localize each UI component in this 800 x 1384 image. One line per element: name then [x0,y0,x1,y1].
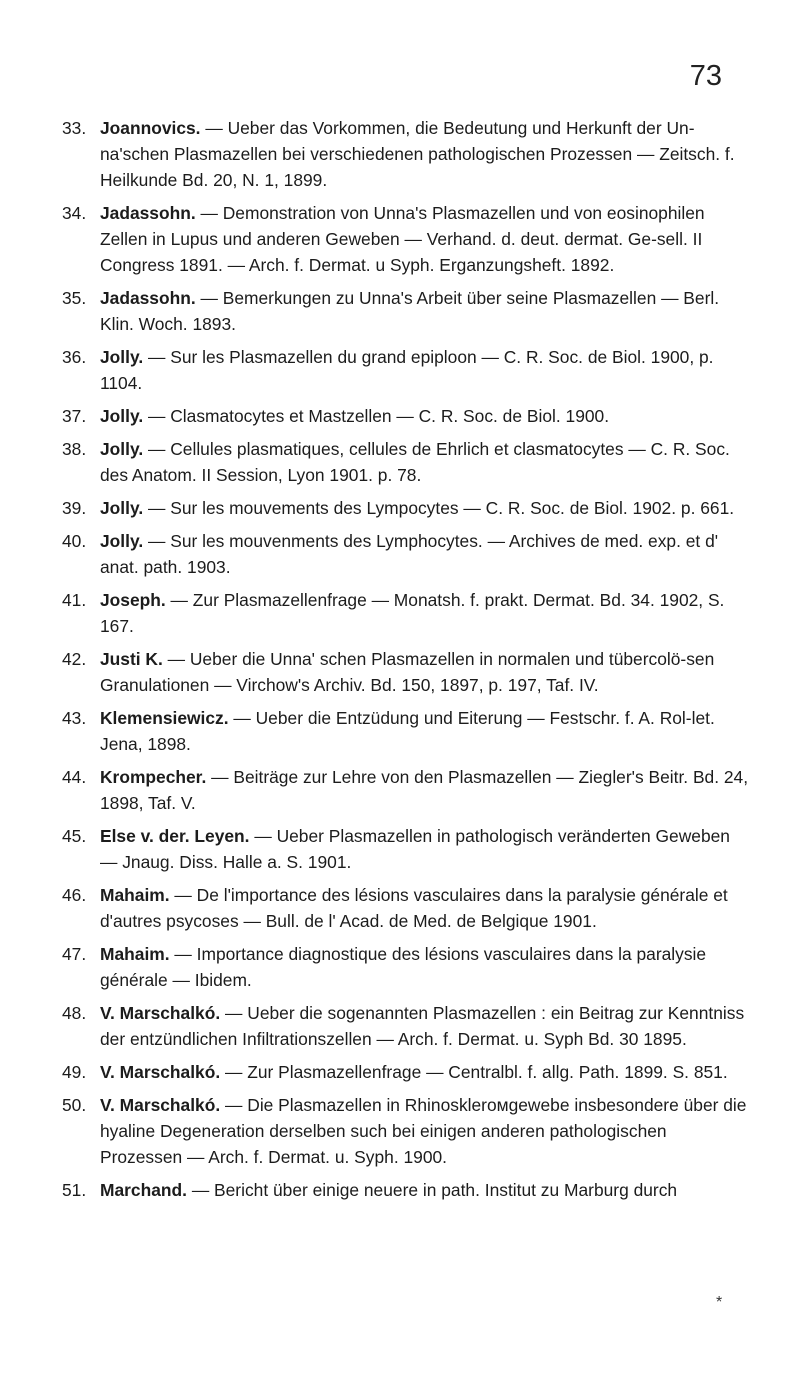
reference-number: 51. [62,1180,87,1200]
reference-author: Jolly. [100,498,144,518]
reference-text: — Sur les mouvements des Lympocytes — C. R. Soc. de Biol. 1902. p. 661. [143,498,735,518]
reference-number: 46. [62,885,87,905]
reference-item [62,285,752,337]
reference-number: 35. [62,288,87,308]
reference-item [62,1000,752,1052]
reference-author: V. Marschalkó. [100,1095,221,1115]
reference-number: 33. [62,118,87,138]
reference-number: 47. [62,944,87,964]
reference-text: — Importance diagnostique des lésions vasculaires dans la paralysie générale — Ibidem. [100,944,707,990]
reference-text: — Sur les mouvenments des Lymphocytes. — Archives de med. exp. et d' anat. path. 1903. [100,531,719,577]
reference-item [62,436,752,488]
reference-author: Joseph. [100,590,166,610]
reference-number: 38. [62,439,87,459]
reference-number: 49. [62,1062,87,1082]
reference-item [62,403,752,429]
reference-author: Jolly. [100,406,144,426]
reference-number: 48. [62,1003,87,1023]
reference-author: Marchand. [100,1180,187,1200]
reference-item [62,646,752,698]
reference-number: 37. [62,406,87,426]
reference-item [62,200,752,278]
reference-number: 42. [62,649,87,669]
footer-mark: * [716,1294,723,1311]
reference-text: — Demonstration von Unna's Plasmazellen und von eosinophilen Zellen in Lupus und anderen Geweben — Verhand. d. deut. dermat. Ge-sell. II Congress 1891. — Arch. f. Dermat. u Syph. Erganzungsheft. 1892. [100,203,705,275]
reference-number: 41. [62,590,87,610]
reference-author: Krompecher. [100,767,207,787]
reference-number: 34. [62,203,87,223]
reference-number: 50. [62,1095,87,1115]
reference-text: — Bemerkungen zu Unna's Arbeit über seine Plasmazellen — Berl. Klin. Woch. 1893. [100,288,720,334]
reference-item [62,1059,752,1085]
reference-author: V. Marschalkó. [100,1003,221,1023]
reference-author: Else v. der. Leyen. [100,826,250,846]
reference-author: Mahaim. [100,885,170,905]
reference-number: 40. [62,531,87,551]
reference-text: — Die Plasmazellen in Rhinosklerомgewebe insbesondere über die hyaline Degeneration derselben such bei einigen anderen pathologischen Prozessen — Arch. f. Dermat. u. Syph. 1900. [100,1095,747,1167]
page-number: 73 [689,60,722,92]
reference-text: — Clasmatocytes et Mastzellen — C. R. Soc. de Biol. 1900. [143,406,610,426]
reference-item [62,764,752,816]
reference-item [62,528,752,580]
reference-number: 44. [62,767,87,787]
reference-text: — Sur les Plasmazellen du grand epiploon — C. R. Soc. de Biol. 1900, p. 1104. [100,347,714,393]
reference-number: 43. [62,708,87,728]
reference-text: — Ueber das Vorkommen, die Bedeutung und Herkunft der Un-na'schen Plasmazellen bei verschiedenen pathologischen Prozessen — Zeitsch. f. Heilkunde Bd. 20, N. 1, 1899. [100,118,735,190]
reference-text: — Ueber die Unna' schen Plasmazellen in normalen und tübercolö-sen Granulationen — Virchow's Archiv. Bd. 150, 1897, p. 197, Taf. IV. [100,649,715,695]
reference-text: — Beiträge zur Lehre von den Plasmazellen — Ziegler's Beitr. Bd. 24, 1898, Taf. V. [100,767,749,813]
reference-text: — Ueber Plasmazellen in pathologisch veränderten Geweben — Jnaug. Diss. Halle a. S. 1901. [100,826,730,872]
reference-author: Jadassohn. [100,203,196,223]
reference-author: Jolly. [100,531,144,551]
reference-number: 39. [62,498,87,518]
reference-item [62,1092,752,1170]
reference-item [62,882,752,934]
reference-text: — De l'importance des lésions vasculaires dans la paralysie générale et d'autres psycoses — Bull. de l' Acad. de Med. de Belgique 1901. [100,885,728,931]
reference-author: Klemensiewicz. [100,708,229,728]
reference-author: Jadassohn. [100,288,196,308]
reference-number: 45. [62,826,87,846]
reference-author: Jolly. [100,347,144,367]
reference-item [62,705,752,757]
reference-author: Justi K. [100,649,163,669]
reference-text: — Zur Plasmazellenfrage — Centralbl. f. allg. Path. 1899. S. 851. [220,1062,728,1082]
reference-text: — Cellules plasmatiques, cellules de Ehrlich et clasmatocytes — C. R. Soc. des Anatom. II Session, Lyon 1901. p. 78. [100,439,730,485]
reference-author: Joannovics. [100,118,201,138]
reference-item [62,344,752,396]
reference-item [62,495,752,521]
reference-text: — Bericht über einige neuere in path. Institut zu Marburg durch [186,1180,678,1200]
reference-item [62,115,752,193]
reference-item [62,823,752,875]
reference-text: — Ueber die Entzüdung und Eiterung — Festschr. f. A. Rol-let. Jena, 1898. [100,708,715,754]
reference-author: Mahaim. [100,944,170,964]
reference-text: — Ueber die sogenannten Plasmazellen : ein Beitrag zur Kenntniss der entzündlichen Infiltrationszellen — Arch. f. Dermat. u. Syph Bd. 30 1895. [100,1003,745,1049]
reference-item [62,941,752,993]
reference-number: 36. [62,347,87,367]
reference-item [62,1177,752,1203]
reference-text: — Zur Plasmazellenfrage — Monatsh. f. prakt. Dermat. Bd. 34. 1902, S. 167. [100,590,725,636]
reference-list [62,115,752,1210]
reference-author: Jolly. [100,439,144,459]
reference-item [62,587,752,639]
reference-author: V. Marschalkó. [100,1062,221,1082]
